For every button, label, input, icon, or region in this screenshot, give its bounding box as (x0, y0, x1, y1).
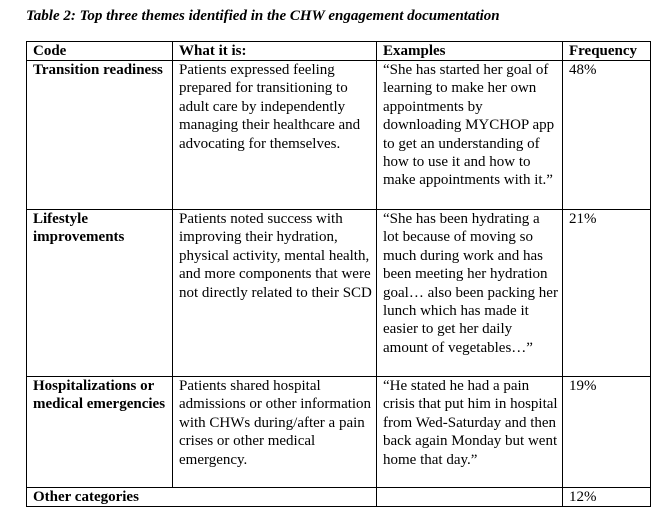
table-row (27, 61, 651, 210)
table-caption: Table 2: Top three themes identified in the CHW engagement documentation (26, 8, 500, 24)
description-cell: Patients noted success with improving their hydration, physical activity, mental health, and more components that were not directly related to their SCD (173, 210, 377, 377)
frequency-cell: 48% (563, 61, 651, 210)
description-cell: Patients expressed feeling prepared for transitioning to adult care by independently managing their healthcare and advocating for themselves. (173, 61, 377, 210)
table-header-row (27, 42, 651, 61)
example-cell: “He stated he had a pain crisis that put him in hospital from Wed-Saturday and then back again Monday but went home that day.” (377, 377, 563, 488)
code-cell: Transition readiness (27, 61, 173, 210)
table-row (27, 377, 651, 488)
header-what-it-is: What it is: (173, 42, 377, 61)
header-frequency: Frequency (563, 42, 651, 61)
header-code: Code (27, 42, 173, 61)
empty-example-cell (377, 488, 563, 507)
other-categories-row (27, 488, 651, 507)
code-cell: Hospitalizations or medical emergencies (27, 377, 173, 488)
code-cell: Lifestyle improvements (27, 210, 173, 377)
example-cell: “She has been hydrating a lot because of moving so much during work and has been meeting her hydration goal… also been packing her lunch which has made it easier to get her daily amount of vegetables…” (377, 210, 563, 377)
header-examples: Examples (377, 42, 563, 61)
other-categories-label: Other categories (27, 488, 377, 507)
frequency-cell: 19% (563, 377, 651, 488)
frequency-cell: 21% (563, 210, 651, 377)
example-cell: “She has started her goal of learning to make her own appointments by downloading MYCHOP app to get an understanding of how to use it and how to make appointments with it.” (377, 61, 563, 210)
description-cell: Patients shared hospital admissions or other information with CHWs during/after a pain crises or other medical emergency. (173, 377, 377, 488)
themes-table (26, 41, 651, 507)
other-frequency-cell: 12% (563, 488, 651, 507)
table-row (27, 210, 651, 377)
